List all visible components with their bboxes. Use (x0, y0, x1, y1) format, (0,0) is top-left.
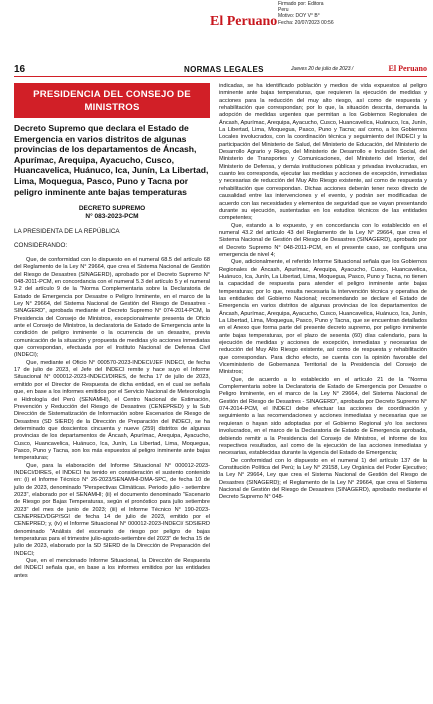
left-column (14, 83, 210, 580)
body-text-col1 (14, 257, 210, 580)
paragraph-line: Que, adicionalmente, el referido Informe Situacional señala que los Gobiernos Regionales de Áncash, Apurímac, Arequipa, Ayacucho, Cusco, Huancavelica, Huánuco, Ica, Junín, La Libertad, Lima, Moquegua, Pasco, Puno y Tacna, no tienen la capacidad de respuesta para atender el peligro inminente ante bajas temperaturas; por lo que, resulta necesaria la intervención técnica y operativa de las entidades del Gobierno Nacional; recomendando se declare el Estado de Emergencia en varios distritos de algunas provincias de los departamentos de Áncash, Apurímac, Arequipa, Ayacucho, Cusco, Huancavelica, Huánuco, Ica, Junín, La Libertad, Lima, Moquegua, Pasco, Puno y Tacna, que se encuentran detallados en el Anexo que forma parte del presente decreto supremo, por peligro inminente ante bajas temperaturas, por el plazo de sesenta (60) días calendario, para la ejecución de medidas y acciones de excepción, inmediatas y necesarias de reducción del Muy Alto Riesgo existente, así como de respuesta y rehabilitación que correspondan. Para dicho efecto, se cuenta con la opinión favorable del Viceministerio de Gobernanza Territorial de la Presidencia del Consejo de Ministros; (219, 259, 427, 376)
signature-line-1: Firmado por: Editora (278, 1, 324, 7)
decree-title: Decreto Supremo que declara el Estado de Emergencia en varios distritos de algunas provincias de los departamentos de Áncash, Apurímac, Arequipa, Ayacucho, Cusco, Huancavelica, Huánuco, Ica, Junín, La Libertad, Lima, Moquegua, Pasco, Puno y Tacna por peligro inminente ante bajas temperaturas (14, 123, 209, 197)
paragraph-line: Que, para la elaboración del Informe Situacional N° 000012-2023-INDECI/DIRES, el INDECI ha tenido en consideración el sustento contenido en: (i) el Informe Técnico N° 26-2023/SENAMHI-DMA-SPC, de fecha 10 de julio de 2023, denominado "Perspectivas Climáticas. Periodo julio - setiembre 2023", elaborado por el SENAMHI; (ii) el documento denominado "Escenario de Riesgo por Bajas Temperaturas, según el pronóstico para julio setiembre 2023" del mes de junio de 2023; (iii) el Informe Técnico N° 190-2023-CENEPRED/DGP/SGI de fecha 14 de julio de 2023, emitido por el CENEPRED; y, (iv) el Informe Situacional N° 000012-2023-INDECI/ SDSIERD denominado "Análisis del escenario de riesgo por peligro de bajas temperaturas para el trimestre julio-agosto-setiembre del 2023" de fecha 15 de julio de 2023, elaborado por la SD SIERD de la Dirección de Preparación del INDECI; (14, 462, 210, 557)
header-logo: El Peruano (388, 64, 427, 73)
signature-line-4: Fecha: 20/07/2023 00:56 (278, 19, 334, 26)
considering-heading: CONSIDERANDO: (14, 242, 68, 250)
body-text-col2 (219, 83, 427, 502)
signature-logo: El Peruano (210, 14, 278, 29)
paragraph-line: Que, estando a lo expuesto, y en concordancia con lo establecido en el numeral 43.2 del artículo 43 del Reglamento de la Ley N° 29664, que crea el Sistema Nacional de Gestión del Riesgo de Desastres (SINAGERD), aprobado por el Decreto Supremo N° 048-2011-PCM, en el presente caso, se configura una emergencia de nivel 4; (219, 222, 427, 258)
digital-signature-stamp (210, 0, 433, 36)
right-column (219, 83, 427, 502)
page-number: 16 (14, 64, 26, 75)
decree-number-block (14, 205, 210, 220)
signature-line-3: Motivo: DOY V° B° (278, 13, 320, 20)
paragraph-line: Que, en el mencionado Informe Situacional, la Dirección de Respuesta del INDECI señala que, en base a los informes emitidos por las entidades antes (14, 558, 210, 579)
paragraph-line: Que, de conformidad con lo dispuesto en el numeral 68.5 del artículo 68 del Reglamento de la Ley N° 29664, que crea el Sistema Nacional de Gestión del Riesgo de Desastres (SINAGERD), aprobado por el Decreto Supremo N° 048-2011-PCM, en concordancia con el numeral 5.3 del artículo 5 y el numeral 9.2 del artículo 9 de la "Norma Complementaria sobre la Declaratoria de Estado de Emergencia por Desastre o Peligro Inminente, en el marco de la Ley N° 29664, del Sistema Nacional de Gestión del Riesgo de Desastres - SINAGERD", aprobada mediante el Decreto Supremo N° 074-2014-PCM, la Presidencia del Consejo de Ministros, excepcionalmente presenta de Oficio ante el Consejo de Ministros, la declaratoria de Estado de Emergencia ante la condición de peligro inminente o la ocurrencia de un desastre, previa comunicación de la situación y propuesta de medidas y/o acciones inmediatas que correspondan, efectuada por el Instituto Nacional de Defensa Civil (INDECI); (14, 256, 210, 359)
paragraph-line: Que, mediante el Oficio N° 000570-2023-INDECI/JEF INDECI, de fecha 17 de julio de 2023, el Jefe del INDECI remite y hace suyo el Informe Situacional N° 000012-2023-INDECI/DIRES, de fecha 17 de julio de 2023, emitido por el Director de Respuesta de dicha entidad, en el cual se señala que, en base a los informes emitidos por el Servicio Nacional de Meteorología e Hidrología del Perú (SENAMHI), el Centro Nacional de Estimación, Prevención y Reducción del Riesgo de Desastres (CENEPRED) y la Sub Dirección de Sistematización de Información sobre Escenarios de Riesgo de Desastres (SD SIERD) de la Dirección de Preparación del INDECI, se ha determinado que doscientos cincuenta y nueve (259) distritos de algunas provincias de los departamentos de Áncash, Apurímac, Arequipa, Ayacucho, Cusco, Huancavelica, Huánuco, Ica, Junín, La Libertad, Lima, Moquegua, Pasco, Puno y Tacna, son los más expuestos al peligro inminente ante bajas temperaturas; (14, 359, 210, 462)
publication-date: Jueves 20 de julio de 2023 / (291, 66, 354, 72)
paragraph-line: indicadas, se ha identificado población y medios de vida expuestos al peligro inminente ante bajas temperaturas, que requieren la ejecución de medidas y acciones para la reducción del muy alto riesgo, así como de respuesta y rehabilitación que correspondan; por lo que, la situación descrita, demanda la adopción de medidas urgentes que permitan a los Gobiernos Regionales de Áncash, Apurímac, Arequipa, Ayacucho, Cusco, Huancavelica, Huánuco, Ica, Junín, La Libertad, Lima, Moquegua, Pasco, Puno y Tacna; así como, a los Gobiernos Locales involucrados, con la coordinación técnica y seguimiento del INDECI y la participación del Ministerio de Salud, del Ministerio de Educación, del Ministerio de Desarrollo Agrario y Riego, del Ministerio de Desarrollo e Inclusión Social, del Ministerio de Transportes y Comunicaciones, del Ministerio del Interior, del Ministerio de Defensa, y demás instituciones públicas y privadas involucradas, en cuanto les corresponda, ejecutar las medidas y acciones de excepción, inmediatas y necesarias de reducción del Muy Alto Riesgo existente, así como de respuesta y rehabilitación que correspondan. Dichas acciones deberán tener nexo directo de causalidad entre las intervenciones y el evento, y podrán ser modificadas de acuerdo con las necesidades y elementos de seguridad que se vayan presentando durante su ejecución, sustentadas en los estudios técnicos de las entidades competentes; (219, 83, 427, 222)
page-header (14, 64, 427, 77)
signature-line-2: Peru (278, 7, 289, 14)
section-banner: PRESIDENCIA DEL CONSEJO DE MINISTROS (14, 83, 210, 118)
signature-details (278, 1, 334, 26)
paragraph-line: De conformidad con lo dispuesto en el numeral 1) del artículo 137 de la Constitución Política del Perú; la Ley N° 29158, Ley Orgánica del Poder Ejecutivo; la Ley N° 29664, Ley que crea el Sistema Nacional de Gestión del Riesgo de Desastres (SINAGERD); el Reglamento de la Ley N° 29664, que crea el Sistema Nacional de Gestión del Riesgo de Desastres (SINAGERD), aprobado mediante el Decreto Supremo N° 048- (219, 457, 427, 501)
decree-label: DECRETO SUPREMO (78, 205, 146, 213)
paragraph (219, 83, 427, 502)
paragraph (14, 257, 210, 580)
paragraph-line: Que, de acuerdo a lo establecido en el artículo 21 de la "Norma Complementaria sobre la Declaratoria de Estado de Emergencia por Desastre o Peligro Inminente, en el marco de la Ley N° 29664, del Sistema Nacional de Gestión del Riesgo de Desastres - SINAGERD", aprobada por Decreto Supremo N° 074-2014-PCM, el INDECI debe efectuar las acciones de coordinación y seguimiento a las recomendaciones y acciones inmediatas y necesarias que se requieran o hayan sido adoptadas por el Gobierno Regional y/o los sectores involucrados, en el marco de la Declaratoria de Estado de Emergencia aprobada, debiendo remitir a la Presidencia del Consejo de Ministros, el informe de los respectivos resultados, así como de la ejecución de las acciones inmediatas y necesarias, establecidas durante la vigencia del Estado de Emergencia; (219, 376, 427, 457)
publication-name: NORMAS LEGALES (184, 65, 264, 74)
decree-number: N° 083-2023-PCM (85, 212, 139, 220)
president-line: LA PRESIDENTA DE LA REPÚBLICA (14, 227, 120, 235)
